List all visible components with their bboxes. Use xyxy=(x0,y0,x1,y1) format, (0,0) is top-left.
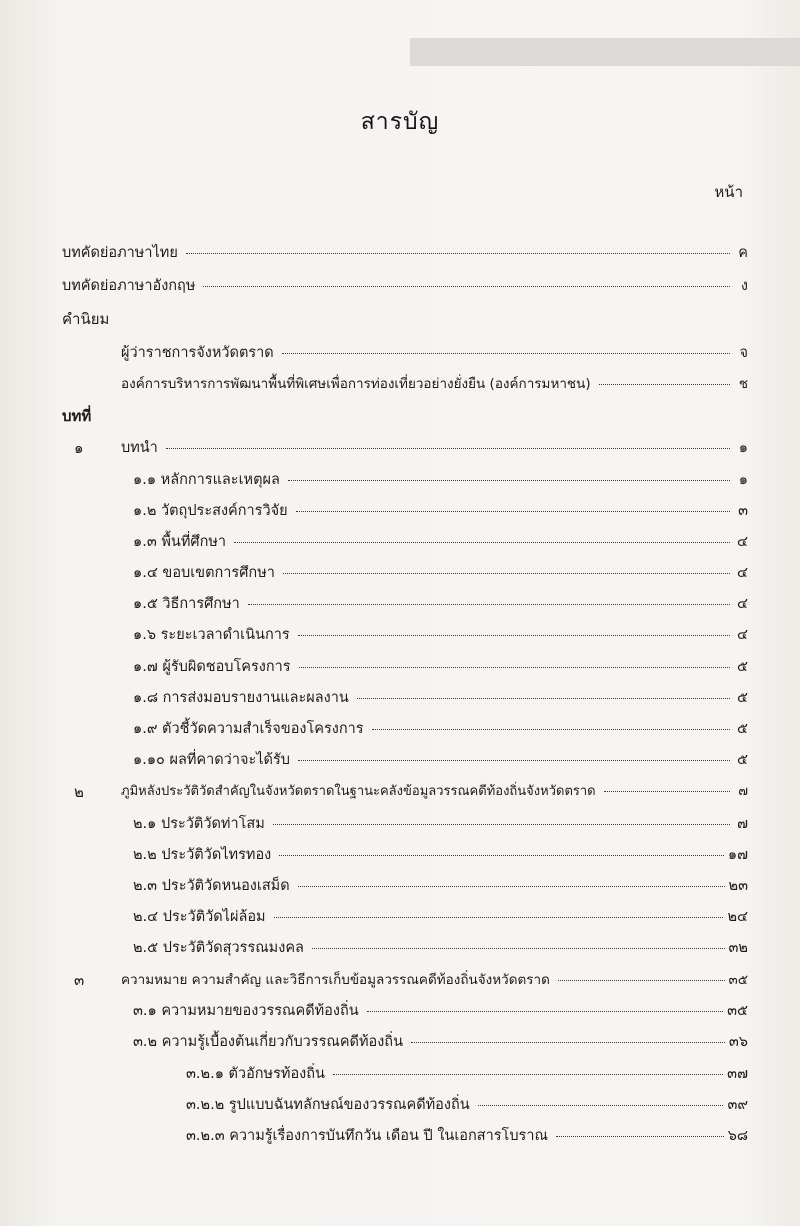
section-entry xyxy=(133,999,748,1022)
entry-page: ๑ xyxy=(738,440,748,456)
chapter-title: ภูมิหลังประวัติวัดสำคัญในจังหวัดตราดในฐานะคลังข้อมูลวรรณคดีท้องถิ่นจังหวัดตราด xyxy=(121,784,596,799)
subsection-number: ๓.๒.๓ xyxy=(186,1128,225,1144)
dot-leader xyxy=(274,917,724,918)
toc-entry-dasta xyxy=(121,372,748,394)
dot-leader xyxy=(298,635,730,636)
section-title: ตัวชี้วัดความสำเร็จของโครงการ xyxy=(162,721,364,737)
section-entry xyxy=(133,936,748,959)
dot-leader xyxy=(556,1136,724,1137)
dot-leader xyxy=(203,286,730,287)
dot-leader xyxy=(478,1105,724,1106)
dot-leader xyxy=(367,1011,723,1012)
entry-page: ค xyxy=(738,245,748,261)
section-number: ๑.๖ xyxy=(133,627,157,643)
page-column-header: หน้า xyxy=(714,183,743,201)
toc-title: สารบัญ xyxy=(360,109,440,135)
section-title: ประวัติวัดหนองเสม็ด xyxy=(161,878,290,894)
entry-label: บทคัดย่อภาษาไทย xyxy=(62,245,178,261)
chapter-number: ๒ xyxy=(74,783,84,801)
chapter-title: ความหมาย ความสำคัญ และวิธีการเก็บข้อมูลวรรณคดีท้องถิ่นจังหวัดตราด xyxy=(121,972,550,988)
section-number: ๑.๕ xyxy=(133,596,158,612)
dot-leader xyxy=(186,253,730,254)
dot-leader xyxy=(282,353,730,354)
section-number: ๓.๒ xyxy=(133,1034,158,1050)
dot-leader xyxy=(298,886,725,887)
section-title: ประวัติวัดไทรทอง xyxy=(161,847,272,863)
section-number: ๒.๓ xyxy=(133,878,158,894)
section-title: วิธีการศึกษา xyxy=(162,596,240,612)
scan-shadow-band xyxy=(410,38,800,66)
entry-page: ๒๓ xyxy=(728,878,748,894)
section-number: ๑.๔ xyxy=(133,565,158,581)
toc-entry-abstract-thai xyxy=(62,241,748,264)
dot-leader xyxy=(283,573,730,574)
subsection-entry xyxy=(186,1124,748,1147)
section-entry xyxy=(133,843,748,866)
entry-page: ๑๗ xyxy=(727,847,748,863)
entry-page: ๕ xyxy=(737,752,748,768)
subsection-entry xyxy=(186,1062,748,1085)
entry-page: ๗ xyxy=(738,784,748,799)
entry-page: ช xyxy=(738,376,748,392)
dot-leader xyxy=(333,1074,723,1075)
entry-page: ง xyxy=(740,278,748,294)
dot-leader xyxy=(248,604,730,605)
dot-leader xyxy=(312,948,725,949)
section-title: ผลที่คาดว่าจะได้รับ xyxy=(169,752,290,768)
subsection-entry xyxy=(186,1093,748,1116)
section-number: ๒.๔ xyxy=(133,909,159,925)
section-number: ๒.๒ xyxy=(133,847,157,863)
chapter-number: ๑ xyxy=(74,439,84,457)
section-number: ๑.๘ xyxy=(133,690,158,706)
definitions-heading: คำนิยม xyxy=(62,310,110,328)
dot-leader xyxy=(558,980,725,981)
entry-page: ๔ xyxy=(737,596,748,612)
chapter-number: ๓ xyxy=(74,971,85,989)
dot-leader xyxy=(234,542,730,543)
section-entry xyxy=(133,592,748,615)
section-title: การส่งมอบรายงานและผลงาน xyxy=(162,690,349,706)
entry-label: องค์การบริหารการพัฒนาพื้นที่พิเศษเพื่อการท่องเที่ยวอย่างยั่งยืน (องค์การมหาชน) xyxy=(121,376,591,392)
section-entry xyxy=(133,530,748,553)
section-title: ความรู้เบื้องต้นเกี่ยวกับวรรณคดีท้องถิ่น xyxy=(161,1034,403,1050)
section-entry xyxy=(133,1030,748,1053)
section-number: ๑.๑ xyxy=(133,472,157,488)
toc-entry-abstract-english xyxy=(62,274,748,297)
section-title: ประวัติวัดไผ่ล้อม xyxy=(162,909,266,925)
entry-label: ผู้ว่าราชการจังหวัดตราด xyxy=(121,345,274,361)
entry-page: ๔ xyxy=(737,565,748,581)
entry-page: ๓ xyxy=(738,503,748,519)
section-number: ๑.๒ xyxy=(133,503,157,519)
section-number: ๓.๑ xyxy=(133,1003,157,1019)
section-number: ๑.๗ xyxy=(133,659,158,675)
entry-page: ๓๒ xyxy=(728,940,748,956)
dot-leader xyxy=(273,824,730,825)
section-title: หลักการและเหตุผล xyxy=(160,472,280,488)
section-number: ๑.๙ xyxy=(133,721,158,737)
section-title: วัตถุประสงค์การวิจัย xyxy=(160,503,288,519)
section-entry xyxy=(133,748,748,771)
entry-page: ๔ xyxy=(737,534,748,550)
entry-page: ๖๘ xyxy=(727,1128,748,1144)
chapter-entry xyxy=(121,968,748,990)
section-entry xyxy=(133,623,748,646)
entry-page: ๕ xyxy=(737,659,748,675)
entry-page: ๕ xyxy=(737,690,748,706)
section-entry xyxy=(133,655,748,678)
entry-page: ๗ xyxy=(737,816,748,832)
section-entry xyxy=(133,468,748,491)
chapters-heading: บทที่ xyxy=(62,407,92,425)
subsection-title: ความรู้เรื่องการบันทึกวัน เดือน ปี ในเอกสารโบราณ xyxy=(229,1128,548,1144)
subsection-number: ๓.๒.๑ xyxy=(186,1066,224,1082)
entry-page: ๔ xyxy=(737,627,748,643)
section-entry xyxy=(133,874,748,897)
entry-page: ๓๕ xyxy=(728,972,748,988)
section-entry xyxy=(133,499,748,522)
entry-label: บทคัดย่อภาษาอังกฤษ xyxy=(62,278,196,294)
dot-leader xyxy=(166,448,730,449)
section-title: ความหมายของวรรณคดีท้องถิ่น xyxy=(161,1003,359,1019)
section-entry xyxy=(133,717,748,740)
chapter-title: บทนำ xyxy=(121,440,158,456)
section-entry xyxy=(133,905,748,928)
section-title: ขอบเขตการศึกษา xyxy=(162,565,275,581)
section-title: ผู้รับผิดชอบโครงการ xyxy=(162,659,291,675)
dot-leader xyxy=(288,480,730,481)
chapter-entry xyxy=(121,780,748,801)
section-title: พื้นที่ศึกษา xyxy=(161,534,227,550)
section-entry xyxy=(133,812,748,835)
section-title: ระยะเวลาดำเนินการ xyxy=(160,627,290,643)
entry-page: ๓๕ xyxy=(727,1003,748,1019)
subsection-title: ตัวอักษรท้องถิ่น xyxy=(228,1066,325,1082)
entry-page: ๒๔ xyxy=(727,909,748,925)
section-entry xyxy=(133,686,748,709)
section-title: ประวัติวัดสุวรรณมงคล xyxy=(162,940,304,956)
subsection-number: ๓.๒.๒ xyxy=(186,1097,225,1113)
dot-leader xyxy=(599,384,730,385)
entry-page: ๓๗ xyxy=(727,1066,748,1082)
dot-leader xyxy=(357,698,730,699)
section-title: ประวัติวัดท่าโสม xyxy=(160,816,265,832)
dot-leader xyxy=(279,855,724,856)
dot-leader xyxy=(296,511,730,512)
entry-page: ๑ xyxy=(738,472,748,488)
dot-leader xyxy=(299,667,730,668)
section-number: ๒.๑ xyxy=(133,816,157,832)
section-number: ๑.๓ xyxy=(133,534,157,550)
dot-leader xyxy=(298,760,730,761)
entry-page: ๕ xyxy=(737,721,748,737)
entry-page: ๓๖ xyxy=(728,1034,748,1050)
section-number: ๑.๑๐ xyxy=(133,752,165,768)
toc-entry-governor xyxy=(121,341,748,364)
section-entry xyxy=(133,561,748,584)
section-number: ๒.๕ xyxy=(133,940,159,956)
chapter-entry xyxy=(121,436,748,459)
dot-leader xyxy=(411,1042,725,1043)
subsection-title: รูปแบบฉันทลักษณ์ของวรรณคดีท้องถิ่น xyxy=(228,1097,470,1113)
entry-page: จ xyxy=(739,345,748,361)
dot-leader xyxy=(604,791,730,792)
entry-page: ๓๙ xyxy=(727,1097,748,1113)
dot-leader xyxy=(372,729,730,730)
